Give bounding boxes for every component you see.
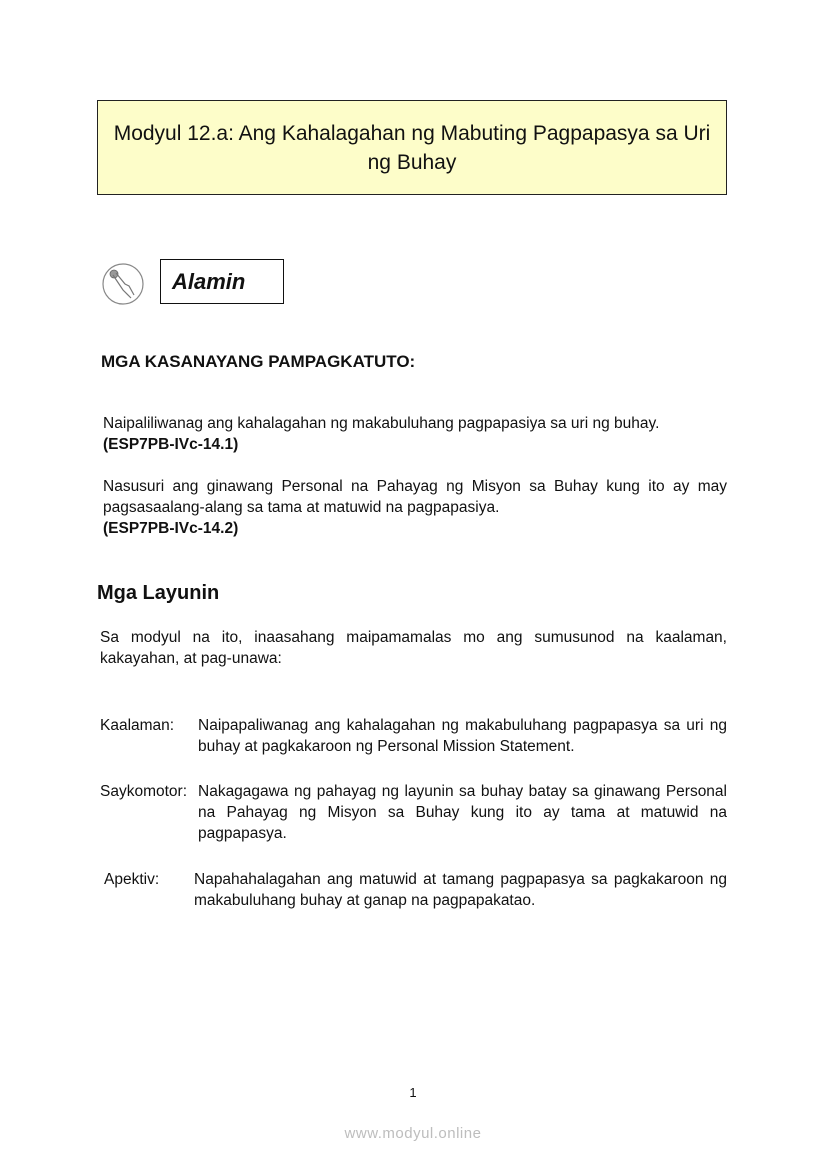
competencies-heading: MGA KASANAYANG PAMPAGKATUTO: [101, 352, 416, 371]
competency-1 [103, 413, 727, 455]
hand-pointing-icon [101, 262, 145, 306]
competency-text: Naipaliliwanag ang kahalagahan ng makabuluhang pagpapasiya sa uri ng buhay. [103, 415, 660, 432]
competency-text: Nasusuri ang ginawang Personal na Pahayag ng Misyon sa Buhay kung ito ay may pagsasaalang-alang sa tama at matuwid na pagpapasiya. [103, 478, 727, 516]
objective-label: Kaalaman: [100, 717, 175, 734]
module-title: Modyul 12.a: Ang Kahalagahan ng Mabuting Pagpapasya sa Uri ng Buhay [113, 121, 711, 174]
objective-label: Apektiv: [104, 871, 160, 888]
objective-text: Napahahalagahan ang matuwid at tamang pagpapasya sa pagkakaroon ng makabuluhang buhay at ganap na pagpapakatao. [194, 871, 727, 909]
watermark: www.modyul.online [344, 1125, 482, 1142]
objectives-intro: Sa modyul na ito, inaasahang maipamamalas mo ang sumusunod na kaalaman, kakayahan, at pag-unawa: [100, 629, 727, 667]
module-title-box [97, 100, 727, 195]
objective-text: Naipapaliwanag ang kahalagahan ng makabuluhang pagpapasya sa uri ng buhay at pagkakaroon ng Personal Mission Statement. [198, 717, 727, 755]
page-number: 1 [409, 1085, 417, 1100]
objectives-title: Mga Layunin [97, 582, 220, 604]
alamin-label-box [160, 259, 284, 304]
competency-2 [103, 476, 727, 539]
objective-text: Nakagagawa ng pahayag ng layunin sa buhay batay sa ginawang Personal na Pahayag ng Misyon sa Buhay kung ito ay tama at matuwid na pagpapasya. [198, 783, 727, 842]
competency-code: (ESP7PB-IVc-14.2) [103, 520, 239, 537]
alamin-label: Alamin [172, 268, 246, 294]
competency-code: (ESP7PB-IVc-14.1) [103, 436, 239, 453]
objective-label: Saykomotor: [100, 783, 188, 800]
